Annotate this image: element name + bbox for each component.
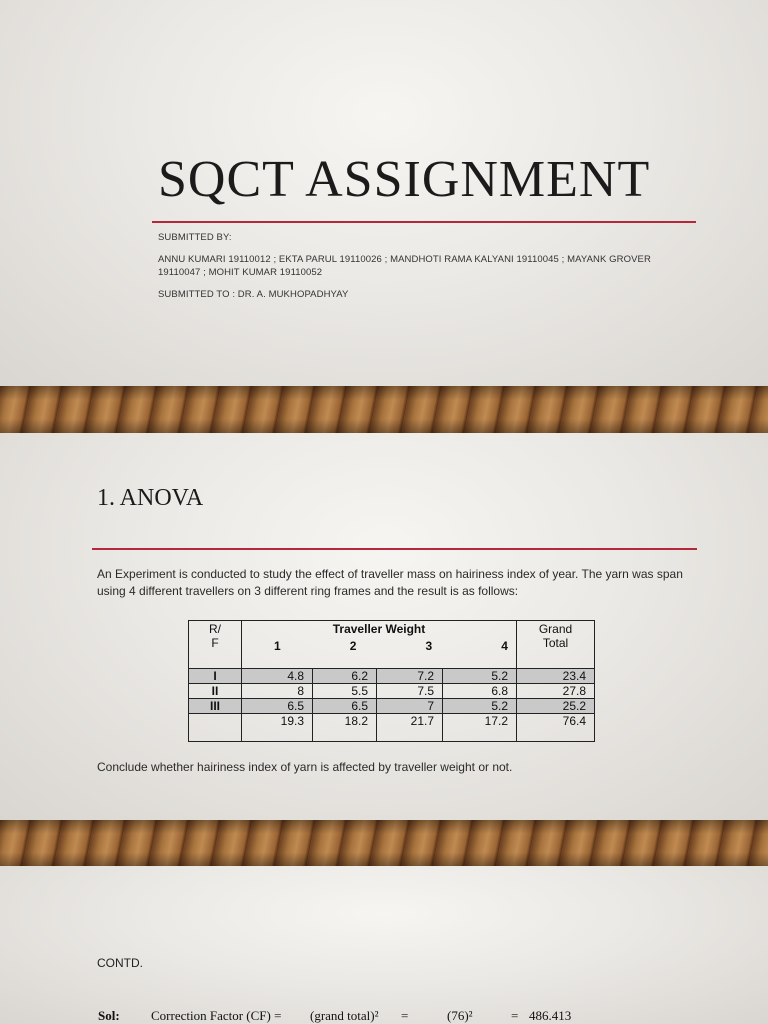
table-cell: 5.2 (443, 669, 517, 684)
column-totals-row (189, 714, 595, 742)
column-total: 17.2 (443, 714, 517, 742)
cf-result: 486.413 (529, 1008, 572, 1023)
contd-slide (0, 866, 768, 1024)
cf-label: Correction Factor (CF) = (151, 1008, 282, 1023)
column-header: 2 (349, 639, 357, 653)
column-header: 3 (425, 639, 433, 653)
rf-header-line-2: F (211, 636, 219, 650)
slide-title: SQCT ASSIGNMENT (158, 151, 651, 208)
grand-header-line-2: Total (542, 636, 569, 650)
traveller-weight-title: Traveller Weight (332, 622, 426, 636)
table-row (189, 669, 595, 684)
table-cell: 8 (242, 684, 313, 699)
intro-line-2: using 4 different travellers on 3 different ring frames and the result is as follows: (97, 584, 519, 598)
column-total: 21.7 (377, 714, 443, 742)
section-title: 1. ANOVA (97, 485, 204, 511)
wood-floor-divider (0, 386, 768, 433)
anova-data-table (188, 620, 595, 742)
column-total: 19.3 (242, 714, 313, 742)
intro-line-1: An Experiment is conducted to study the effect of traveller mass on hairiness index of year. The yarn was span (97, 567, 683, 581)
traveller-weight-header (242, 621, 517, 669)
row-label: III (189, 699, 242, 714)
grand-total-header (517, 621, 595, 669)
column-header: 1 (274, 639, 281, 653)
submitted-to: SUBMITTED TO : DR. A. MUKHOPADHYAY (158, 289, 349, 300)
submitted-by-label: SUBMITTED BY: (158, 232, 232, 243)
totals-label (189, 714, 242, 742)
title-rule (152, 221, 696, 223)
table-cell: 6.5 (313, 699, 377, 714)
grand-total: 76.4 (517, 714, 595, 742)
column-headers (242, 636, 516, 653)
table-header-row (189, 621, 595, 669)
equals-sign: = (511, 1008, 519, 1023)
section-rule (92, 548, 697, 550)
row-label: I (189, 669, 242, 684)
cf-value-squared: (76)² (447, 1008, 473, 1023)
table-cell: 7 (377, 699, 443, 714)
column-total: 18.2 (313, 714, 377, 742)
members-line-1: ANNU KUMARI 19110012 ; EKTA PARUL 19110026 ; MANDHOTI RAMA KALYANI 19110045 ; MAYANK GROVER (158, 254, 651, 265)
sol-label: Sol: (98, 1008, 120, 1023)
table-cell: 7.2 (377, 669, 443, 684)
rf-header-line-1: R/ (209, 622, 221, 636)
table-cell: 4.8 (242, 669, 313, 684)
rf-header (189, 621, 242, 669)
table-row (189, 699, 595, 714)
problem-statement (97, 566, 697, 600)
table-cell: 5.2 (443, 699, 517, 714)
wood-floor-divider (0, 820, 768, 866)
row-total: 27.8 (517, 684, 595, 699)
table-cell: 7.5 (377, 684, 443, 699)
row-total: 23.4 (517, 669, 595, 684)
table-cell: 6.8 (443, 684, 517, 699)
contd-title: CONTD. (97, 956, 143, 970)
grand-header-line-1: Grand (538, 622, 573, 636)
table-row (189, 684, 595, 699)
conclusion-question: Conclude whether hairiness index of yarn is affected by traveller weight or not. (97, 760, 513, 774)
table-cell: 6.5 (242, 699, 313, 714)
row-total: 25.2 (517, 699, 595, 714)
row-label: II (189, 684, 242, 699)
table-cell: 6.2 (313, 669, 377, 684)
table-cell: 5.5 (313, 684, 377, 699)
column-header: 4 (501, 639, 508, 653)
equals-sign: = (401, 1008, 409, 1023)
cf-formula: (grand total)² (310, 1008, 379, 1023)
members-line-2: 19110047 ; MOHIT KUMAR 19110052 (158, 267, 323, 278)
